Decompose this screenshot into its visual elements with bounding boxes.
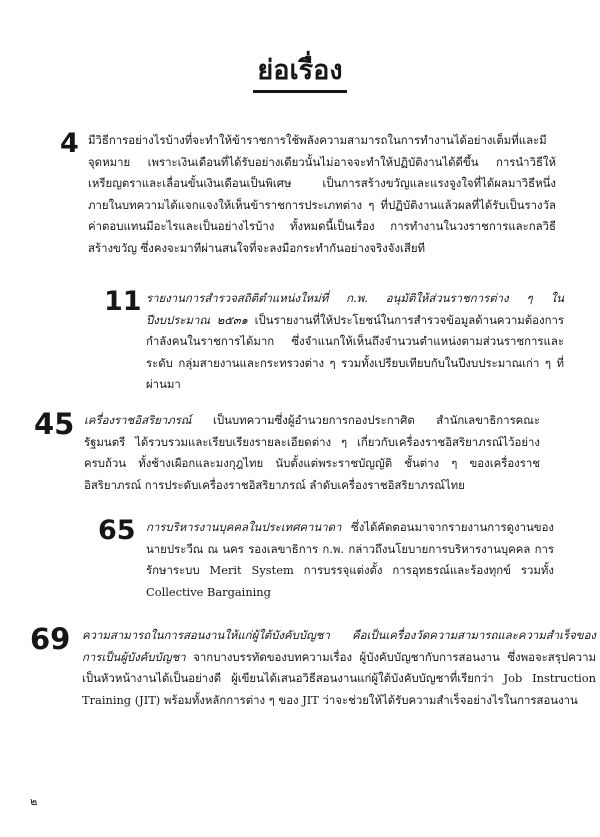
entry-title: การบริหารงานบุคคลในประเทศคานาดา	[146, 520, 342, 534]
entry-11	[104, 288, 564, 396]
entry-summary	[82, 625, 596, 711]
entry-page-number: 11	[104, 286, 142, 317]
entry-description: เป็นบทความซึ่งผู้อำนวยการกองประกาศิต สำนักเลขาธิการคณะรัฐมนตรี ได้รวบรวมและเรียบเรียงรายละเอียดต่าง ๆ เกี่ยวกับเครื่องราชอิสริยาภรณ์ไว้อย่างครบถ้วน ทั้งช้างเผือกและมงกุฎไทย นับตั้งแต่พระราชบัญญัติ ชั้นต่าง ๆ ของเครื่องราชอิสริยาภรณ์ การประดับเครื่องราชอิสริยาภรณ์ ลำดับเครื่องราชอิสริยาภรณ์ไทย	[84, 413, 540, 492]
entry-summary	[146, 288, 564, 396]
entry-69	[30, 622, 596, 711]
entry-summary	[88, 130, 556, 260]
entry-45	[34, 407, 540, 496]
entry-page-number: 45	[34, 407, 75, 441]
entry-title: เครื่องราชอิสริยาภรณ์	[84, 413, 192, 427]
title-container	[0, 56, 600, 93]
page-number: ๒	[30, 795, 38, 808]
page-title: ย่อเรื่อง	[253, 56, 346, 93]
entry-description: จากบางบรรทัดของบทความเรื่อง ผู้บังคับบัญชากับการสอนงาน ซึ่งพอจะสรุปความเป็นหัวหน้างานได้เป็นอย่างดี ผู้เขียนได้เสนอวิธีสอนงานแก่ผู้ใต้บังคับบัญชาที่เรียกว่า Job Instruction Training (JIT) พร้อมทั้งหลักการต่าง ๆ ของ JIT ว่าจะช่วยให้ได้รับความสำเร็จอย่างไรในการสอนงาน	[82, 649, 596, 707]
entry-4	[60, 130, 556, 260]
entry-description: มีวิธีการอย่างไรบ้างที่จะทำให้ข้าราชการใช้พลังความสามารถในการทำงานได้อย่างเต็มที่และมีจุดหมาย เพราะเงินเดือนที่ได้รับอย่างเดียวนั้นไม่อาจจะทำให้ปฏิบัติงานได้ดีขึ้น การนำวิธีให้เหรียญตราและเลื่อนขั้นเงินเดือนเป็นพิเศษ เป็นการสร้างขวัญและแรงจูงใจที่ได้ผลมาวิธีหนึ่ง ภายในบทความได้แจกแจงให้เห็นข้าราชการประเภทต่าง ๆ ที่ปฏิบัติงานแล้วผลที่ได้รับเป็นรางวัลค่าตอบแทนมีอะไรและเป็นอย่างไรบ้าง ทั้งหมดนี้เป็นเรื่อง การทำงานในวงราชการและกลวิธีสร้างขวัญ ซึ่งคงจะมาทีผ่านสนใจที่จะลงมือกระทำกันอย่างจริงจังเสียที	[88, 133, 556, 255]
entry-summary	[84, 410, 540, 496]
entry-summary	[146, 517, 554, 603]
entry-page-number: 65	[98, 515, 136, 546]
entry-description: ซึ่งได้คัดตอนมาจากรายงานการดูงานของนายประวีณ ณ นคร รองเลขาธิการ ก.พ. กล่าวถึงนโยบายการบริหารงานบุคคล การรักษาระบบ Merit System การบรรจุแต่งตั้ง การอุทธรณ์และร้องทุกข์ รวมทั้ง Collective Bargaining	[146, 520, 554, 599]
entry-title: รายงานการสำรวจสถิติตำแหน่งใหม่ที่ ก.พ. อนุมัติให้ส่วนราชการต่าง ๆ ในปีงบประมาณ ๒๕๓๑	[146, 291, 564, 327]
entry-description: เป็นรายงานที่ให้ประโยชน์ในการสำรวจข้อมูลด้านความต้องการกำลังคนในราชการได้มาก ซึ่งจำแนกให้เห็นถึงจำนวนตำแหน่งตามส่วนราชการและระดับ กลุ่มสายงานและกระทรวงต่าง ๆ รวมทั้งเปรียบเทียบกับในปีงบประมาณเก่า ๆ ที่ผ่านมา	[146, 312, 564, 392]
entry-page-number: 69	[30, 622, 71, 656]
entry-65	[98, 517, 554, 603]
entry-title: ความสามารถในการสอนงานให้แก่ผู้ใต้บังคับบัญชา คือเป็นเครื่องวัดความสามารถและความสำเร็จของการเป็นผู้บังคับบัญชา	[82, 628, 596, 664]
entry-page-number: 4	[60, 128, 79, 159]
